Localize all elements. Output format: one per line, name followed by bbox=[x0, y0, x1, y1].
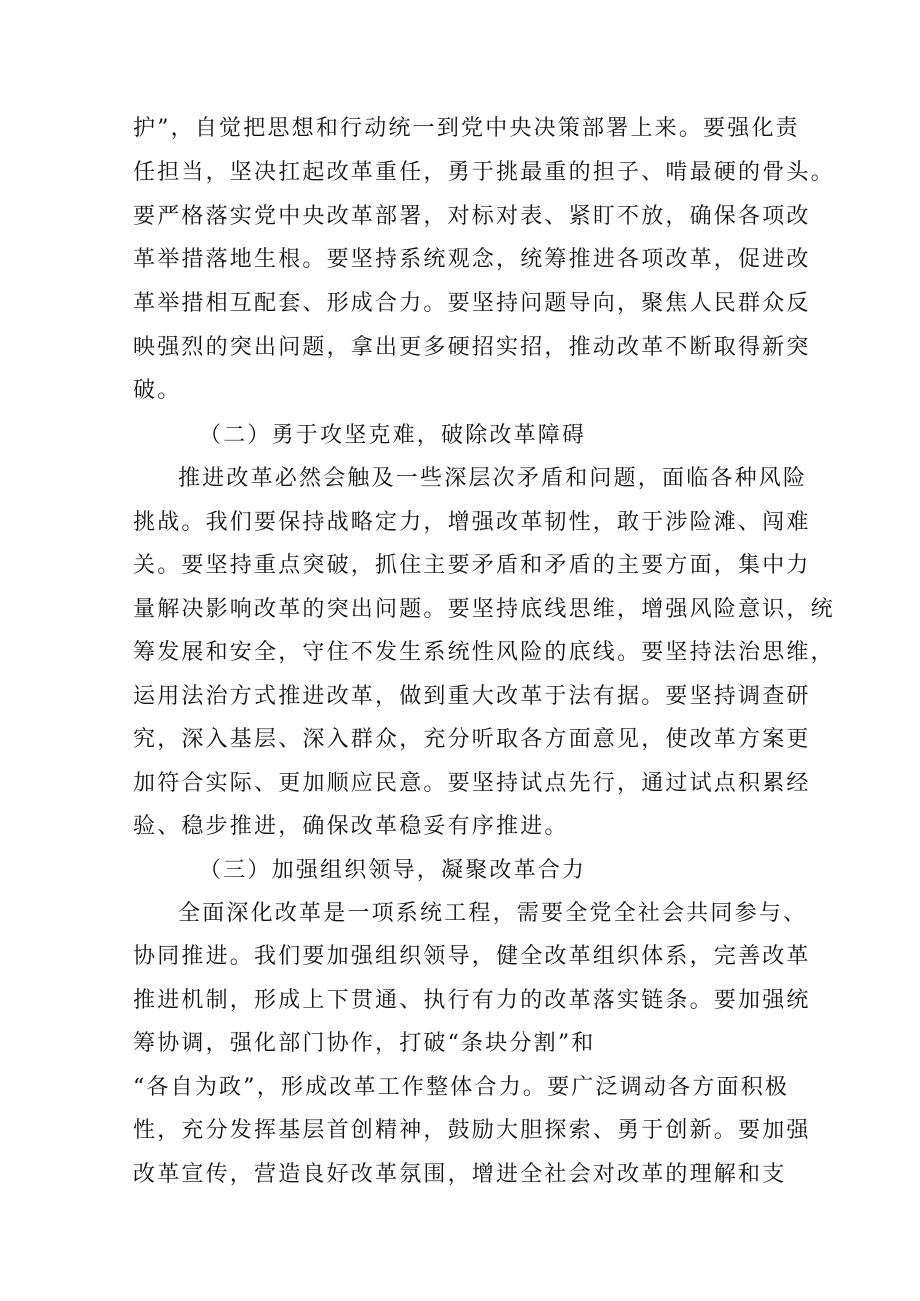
paragraph-line: 破。 bbox=[133, 378, 182, 403]
paragraph-line: 性，充分发挥基层首创精神，鼓励大胆探索、勇于创新。要加强 bbox=[133, 1118, 811, 1143]
paragraph-line: 推进机制，形成上下贯通、执行有力的改革落实链条。要加强统 bbox=[133, 988, 811, 1013]
paragraph-line: 运用法治方式推进改革，做到重大改革于法有据。要坚持调查研 bbox=[133, 684, 811, 709]
paragraph-line: 筹发展和安全，守住不发生系统性风险的底线。要坚持法治思维， bbox=[133, 640, 835, 665]
paragraph-line: 改革宣传，营造良好改革氛围，增进全社会对改革的理解和支 bbox=[133, 1162, 787, 1187]
paragraph-line: 要严格落实党中央改革部署，对标对表、紧盯不放，确保各项改 bbox=[133, 204, 811, 229]
paragraph-line: “各自为政”，形成改革工作整体合力。要广泛调动各方面积极 bbox=[133, 1075, 790, 1100]
paragraph-line: 关。要坚持重点突破，抓住主要矛盾和矛盾的主要方面，集中力 bbox=[133, 553, 811, 578]
paragraph-line: 协同推进。我们要加强组织领导，健全改革组织体系，完善改革 bbox=[133, 944, 811, 969]
paragraph-line: 推进改革必然会触及一些深层次矛盾和问题，面临各种风险 bbox=[178, 466, 808, 491]
paragraph-line: 全面深化改革是一项系统工程，需要全党全社会共同参与、 bbox=[178, 901, 808, 926]
paragraph-line: 量解决影响改革的突出问题。要坚持底线思维，增强风险意识，统 bbox=[133, 597, 835, 622]
paragraph-line: 筹协调，强化部门协作，打破“条块分割”和 bbox=[133, 1031, 596, 1056]
paragraph-line: 加符合实际、更加顺应民意。要坚持试点先行，通过试点积累经 bbox=[133, 771, 811, 796]
section-heading: （三）加强组织领导，凝聚改革合力 bbox=[199, 858, 587, 883]
paragraph-line: 挑战。我们要保持战略定力，增强改革韧性，敢于涉险滩、闯难 bbox=[133, 510, 811, 535]
paragraph-line: 革举措落地生根。要坚持系统观念，统筹推进各项改革，促进改 bbox=[133, 247, 811, 272]
paragraph-line: 任担当，坚决扛起改革重任，勇于挑最重的担子、啃最硬的骨头。 bbox=[133, 160, 835, 185]
paragraph-line: 映强烈的突出问题，拿出更多硬招实招，推动改革不断取得新突 bbox=[133, 335, 811, 360]
paragraph-line: 护”，自觉把思想和行动统一到党中央决策部署上来。要强化责 bbox=[133, 116, 800, 141]
paragraph-line: 验、稳步推进，确保改革稳妥有序推进。 bbox=[133, 814, 569, 839]
paragraph-line: 究，深入基层、深入群众，充分听取各方面意见，使改革方案更 bbox=[133, 727, 811, 752]
section-heading: （二）勇于攻坚克难，破除改革障碍 bbox=[199, 423, 587, 448]
paragraph-line: 革举措相互配套、形成合力。要坚持问题导向，聚焦人民群众反 bbox=[133, 291, 811, 316]
